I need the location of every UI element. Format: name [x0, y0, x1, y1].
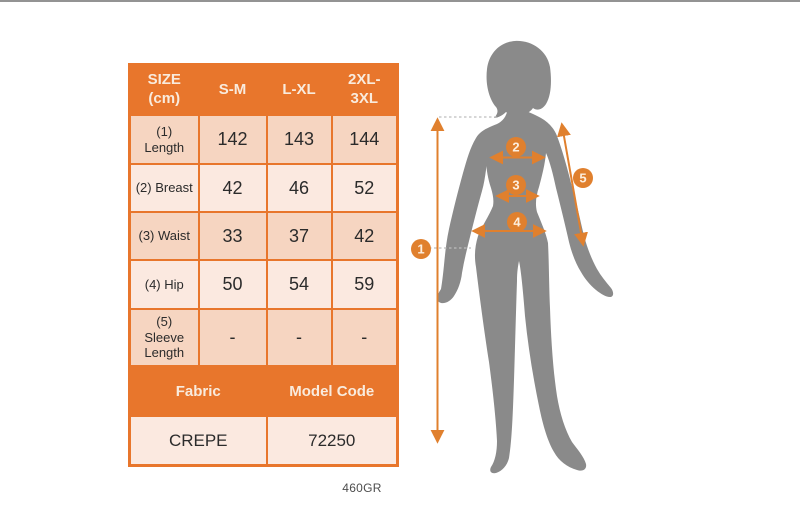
- marker-5-sleeve: [573, 168, 593, 188]
- row-label-line: Length: [144, 345, 185, 361]
- row-label: [130, 260, 199, 309]
- row-label: [130, 115, 199, 164]
- cell-value: 37: [267, 212, 332, 260]
- col-header-label: SIZE (cm): [147, 71, 181, 107]
- cell-value: 42: [199, 164, 267, 212]
- col-header-2xl3xl: [332, 65, 398, 116]
- fabric-header: Fabric: [130, 366, 267, 416]
- figure-svg: [400, 25, 650, 490]
- measurement-figure: [400, 25, 650, 490]
- row-label: [130, 164, 199, 212]
- cell-value: 59: [332, 260, 398, 309]
- cell-value: 33: [199, 212, 267, 260]
- table-footer-header-row: [130, 366, 398, 416]
- row-label-line: (2) Breast: [135, 180, 193, 196]
- table-footer-value-row: [130, 416, 398, 466]
- cell-value: 50: [199, 260, 267, 309]
- col-header-size: [130, 65, 199, 116]
- cell-value: 42: [332, 212, 398, 260]
- col-header-label: S-M: [218, 80, 247, 98]
- size-chart-table: [128, 63, 399, 467]
- marker-2-number: 2: [512, 139, 520, 155]
- model-code-value: 72250: [267, 416, 398, 466]
- table-header-row: [130, 65, 398, 116]
- col-header-label: L-XL: [282, 80, 316, 98]
- row-label-line: Sleeve: [144, 329, 185, 345]
- cell-value: 142: [199, 115, 267, 164]
- marker-2-breast: [506, 137, 526, 157]
- table-row-sleeve-length: [130, 309, 398, 366]
- row-label-line: (1): [156, 123, 173, 139]
- col-header-sm: [199, 65, 267, 116]
- marker-1-length: [411, 239, 431, 259]
- cell-value: 52: [332, 164, 398, 212]
- woman-silhouette-body: [437, 109, 613, 473]
- table-row-waist: [130, 212, 398, 260]
- top-border-line: [0, 0, 800, 2]
- weight-caption: 460GR: [342, 481, 382, 495]
- marker-3-number: 3: [512, 177, 520, 193]
- marker-5-number: 5: [579, 170, 587, 186]
- marker-4-hip: [507, 212, 527, 232]
- row-label: [130, 309, 199, 366]
- table-row-length: [130, 115, 398, 164]
- cell-value: -: [332, 309, 398, 366]
- row-label: [130, 212, 199, 260]
- marker-4-number: 4: [513, 214, 521, 230]
- woman-silhouette-head: [487, 41, 551, 118]
- row-label-line: Length: [144, 139, 185, 155]
- marker-3-waist: [506, 175, 526, 195]
- table-row-breast: [130, 164, 398, 212]
- model-code-header: Model Code: [267, 366, 398, 416]
- row-label-line: (5): [156, 313, 173, 329]
- marker-1-number: 1: [417, 241, 425, 257]
- col-header-lxl: [267, 65, 332, 116]
- fabric-value: CREPE: [130, 416, 267, 466]
- row-label-line: (4) Hip: [144, 276, 184, 292]
- cell-value: -: [199, 309, 267, 366]
- col-header-label: 2XL-3XL: [347, 71, 381, 107]
- cell-value: 54: [267, 260, 332, 309]
- cell-value: 143: [267, 115, 332, 164]
- row-label-line: (3) Waist: [138, 228, 191, 244]
- cell-value: -: [267, 309, 332, 366]
- cell-value: 46: [267, 164, 332, 212]
- cell-value: 144: [332, 115, 398, 164]
- table-row-hip: [130, 260, 398, 309]
